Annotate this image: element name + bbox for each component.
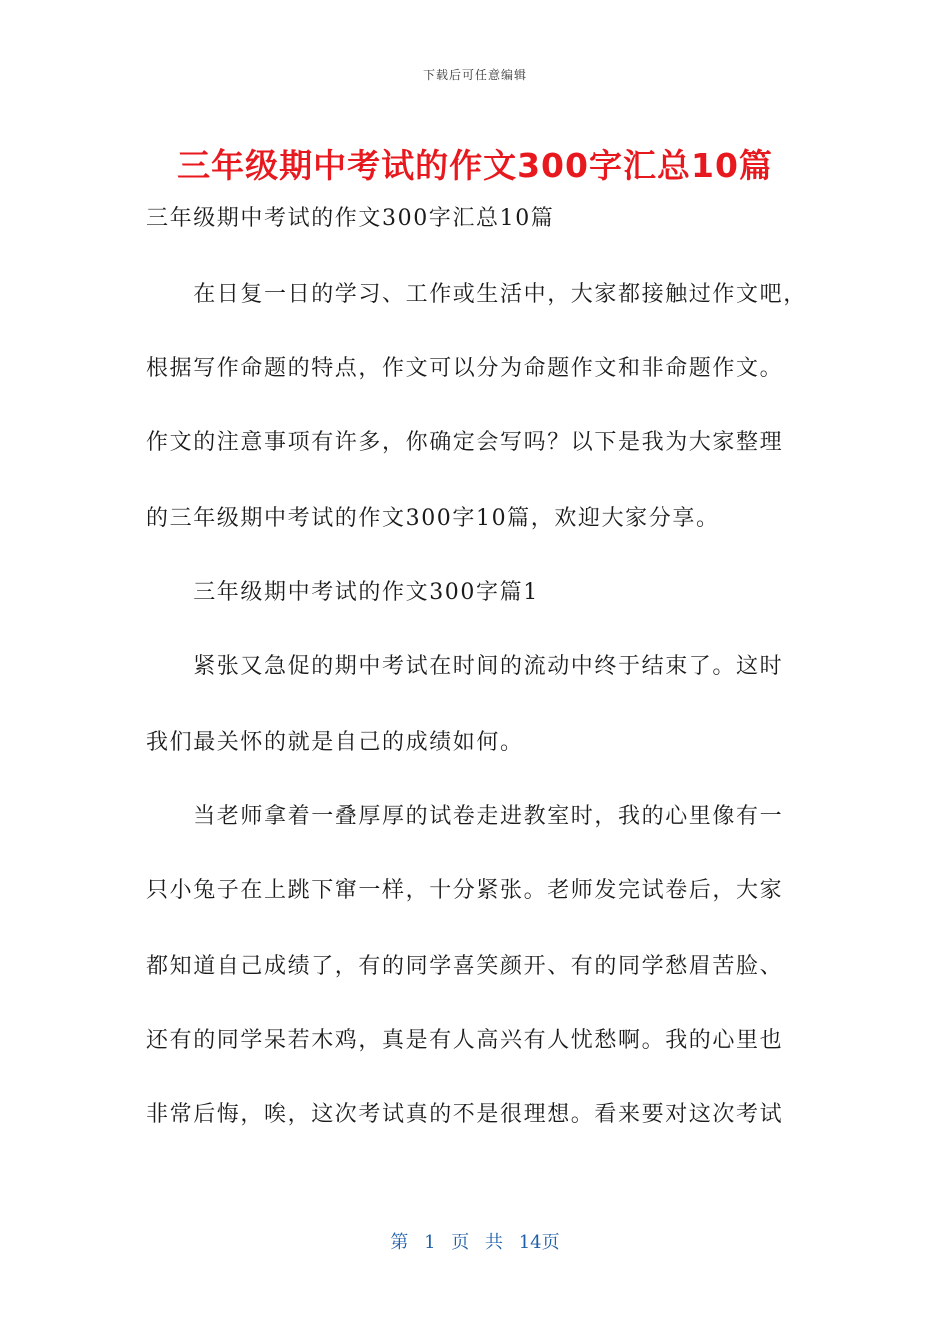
- paragraph-line: 在日复一日的学习、工作或生活中，大家都接触过作文吧，: [146, 282, 807, 307]
- page-footer: [0, 1228, 950, 1254]
- section-heading: 三年级期中考试的作文300字篇1: [146, 580, 539, 605]
- page-label-prefix: 第: [390, 1232, 409, 1253]
- total-label: 共: [485, 1232, 503, 1253]
- paragraph-line: 紧张又急促的期中考试在时间的流动中终于结束了。这时: [146, 654, 784, 679]
- paragraph-line: 根据写作命题的特点，作文可以分为命题作文和非命题作文。: [146, 356, 784, 381]
- paragraph-line: 非常后悔，唉，这次考试真的不是很理想。看来要对这次考试: [146, 1102, 784, 1127]
- paragraph-line: 作文的注意事项有许多，你确定会写吗？以下是我为大家整理: [146, 430, 784, 455]
- paragraph-line: 还有的同学呆若木鸡，真是有人高兴有人忧愁啊。我的心里也: [146, 1028, 784, 1053]
- current-page-number: 1: [424, 1232, 436, 1253]
- paragraph-line: 的三年级期中考试的作文300字10篇，欢迎大家分享。: [146, 506, 720, 531]
- subtitle-line: 三年级期中考试的作文300字汇总10篇: [146, 206, 555, 231]
- page-label-mid: 页: [451, 1232, 470, 1253]
- document-title: 三年级期中考试的作文300字汇总10篇: [177, 146, 773, 185]
- paragraph-line: 我们最关怀的就是自己的成绩如何。: [146, 730, 524, 755]
- header-note: 下载后可任意编辑: [422, 68, 527, 82]
- paragraph-line: 只小兔子在上跳下窜一样，十分紧张。老师发完试卷后，大家: [146, 878, 784, 903]
- paragraph-line: 都知道自己成绩了，有的同学喜笑颜开、有的同学愁眉苦脸、: [146, 954, 784, 979]
- total-pages: 14页: [518, 1232, 560, 1253]
- paragraph-line: 当老师拿着一叠厚厚的试卷走进教室时，我的心里像有一: [146, 804, 784, 829]
